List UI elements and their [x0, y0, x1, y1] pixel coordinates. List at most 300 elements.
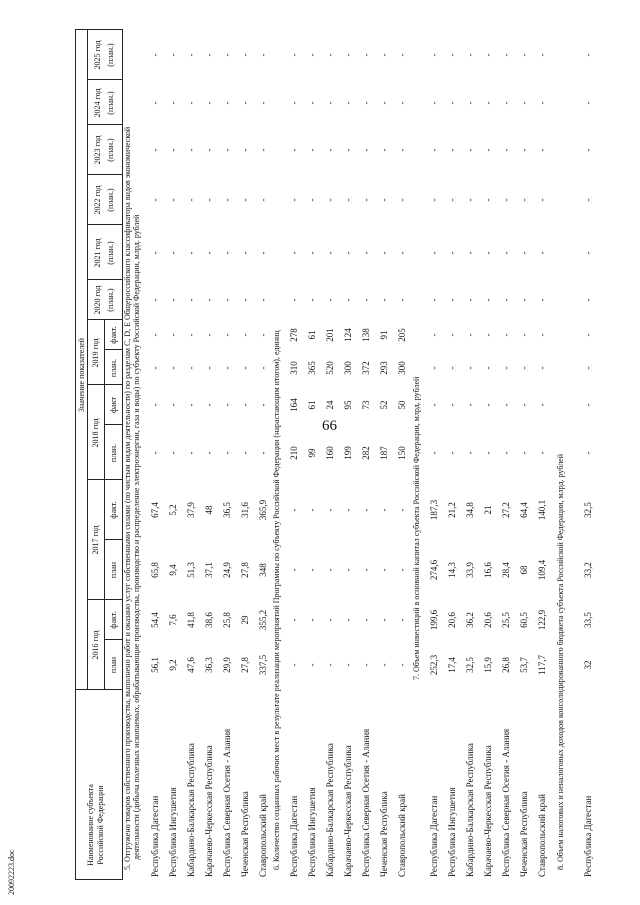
table-cell: - — [429, 198, 439, 202]
table-cell: - — [483, 403, 493, 407]
table-cell: - — [397, 101, 407, 105]
table-cell: - — [240, 451, 250, 455]
table-cell: 64,4 — [519, 502, 529, 518]
table-cell: - — [361, 251, 371, 255]
table-cell: - — [289, 148, 299, 152]
table-cell: - — [150, 403, 160, 407]
table-cell: - — [240, 251, 250, 255]
table-cell: - — [343, 618, 353, 622]
table-cell: - — [307, 198, 317, 202]
region-name: Кабардино-Балкарская Республика — [325, 743, 335, 877]
table-cell: 48 — [204, 505, 214, 515]
year-header: 2025 год — [93, 40, 102, 70]
region-name: Ставропольский край — [537, 794, 547, 877]
table-cell: - — [343, 148, 353, 152]
table-cell: 27,8 — [240, 562, 250, 578]
table-cell: - — [483, 53, 493, 57]
table-cell: - — [379, 251, 389, 255]
table-cell: 60,5 — [519, 612, 529, 628]
table-cell: - — [583, 148, 593, 152]
table-cell: - — [361, 101, 371, 105]
table-cell: - — [447, 298, 457, 302]
table-cell: - — [343, 568, 353, 572]
table-cell: - — [289, 618, 299, 622]
table-cell: - — [465, 333, 475, 337]
table-cell: 21 — [483, 505, 493, 515]
table-cell: - — [501, 53, 511, 57]
table-cell: - — [583, 101, 593, 105]
region-name: Республика Дагестан — [289, 795, 299, 877]
table-cell: 53,7 — [519, 657, 529, 673]
table-cell: - — [537, 53, 547, 57]
table-cell: - — [429, 148, 439, 152]
table-cell: 37,1 — [204, 562, 214, 578]
table-cell: 67,4 — [150, 502, 160, 518]
table-cell: - — [240, 101, 250, 105]
table-cell: - — [501, 451, 511, 455]
table-cell: - — [222, 403, 232, 407]
table-cell: 56,1 — [150, 657, 160, 673]
table-cell: - — [150, 53, 160, 57]
table-cell: - — [379, 298, 389, 302]
table-cell: - — [186, 101, 196, 105]
table-cell: 278 — [289, 328, 299, 342]
table-cell: 99 — [307, 448, 317, 458]
region-name: Карачаево-Черкесская Республика — [204, 745, 214, 877]
table-cell: - — [501, 148, 511, 152]
table-cell: - — [258, 198, 268, 202]
table-cell: 199 — [343, 446, 353, 460]
table-cell: - — [240, 366, 250, 370]
table-cell: 36,5 — [222, 502, 232, 518]
table-cell: 187,3 — [429, 499, 439, 521]
table-cell: 300 — [397, 361, 407, 375]
table-cell: - — [583, 53, 593, 57]
table-cell: - — [307, 53, 317, 57]
year-header: 2016 год — [91, 630, 100, 660]
table-cell: - — [361, 618, 371, 622]
table-cell: - — [465, 451, 475, 455]
table-cell: - — [379, 663, 389, 667]
plan-subheader: (план.) — [106, 241, 115, 265]
table-cell: - — [325, 618, 335, 622]
table-cell: - — [307, 508, 317, 512]
table-cell: - — [222, 251, 232, 255]
table-rule — [104, 539, 123, 540]
table-cell: - — [168, 251, 178, 255]
table-rule — [75, 29, 76, 880]
table-cell: 26,8 — [501, 657, 511, 673]
table-cell: - — [222, 198, 232, 202]
table-cell: 33,9 — [465, 562, 475, 578]
table-cell: - — [307, 251, 317, 255]
table-cell: 52 — [379, 400, 389, 410]
table-cell: 252,3 — [429, 654, 439, 676]
table-cell: - — [186, 53, 196, 57]
table-cell: - — [483, 148, 493, 152]
region-name: Республика Дагестан — [429, 795, 439, 877]
table-cell: - — [379, 101, 389, 105]
year-header: 2017 год — [91, 525, 100, 555]
plan-fact-subheader: план — [109, 561, 118, 579]
table-cell: - — [447, 451, 457, 455]
plan-subheader: (план.) — [106, 138, 115, 162]
table-cell: - — [583, 451, 593, 455]
region-name: Республика Ингушетия — [168, 787, 178, 877]
table-cell: - — [519, 198, 529, 202]
table-cell: - — [222, 333, 232, 337]
table-cell: 32 — [583, 660, 593, 670]
table-cell: - — [343, 53, 353, 57]
table-cell: - — [447, 251, 457, 255]
table-cell: - — [168, 148, 178, 152]
table-cell: - — [240, 298, 250, 302]
table-cell: 124 — [343, 328, 353, 342]
table-cell: - — [325, 251, 335, 255]
table-cell: - — [186, 148, 196, 152]
table-cell: 61 — [307, 330, 317, 340]
table-cell: - — [465, 366, 475, 370]
table-cell: - — [537, 451, 547, 455]
table-cell: - — [447, 366, 457, 370]
table-cell: - — [483, 366, 493, 370]
year-header: 2020 год — [93, 285, 102, 315]
table-cell: 7,6 — [168, 614, 178, 626]
year-header: 2023 год — [93, 135, 102, 165]
table-cell: - — [289, 663, 299, 667]
table-cell: 117,7 — [537, 655, 547, 675]
section-title: деятельности (добыча полезных ископаемых, обрабатывающие производства, производство и распределение электроэнергии, газа и воды) по субъекту Российской Федерации, млрд. рублей — [132, 214, 141, 860]
table-cell: - — [379, 53, 389, 57]
table-cell: - — [361, 148, 371, 152]
table-cell: - — [465, 148, 475, 152]
table-cell: - — [307, 618, 317, 622]
table-cell: - — [583, 198, 593, 202]
table-cell: 300 — [343, 361, 353, 375]
table-cell: - — [447, 333, 457, 337]
table-cell: - — [537, 298, 547, 302]
region-name: Республика Северная Осетия - Алания — [361, 728, 371, 877]
table-cell: 150 — [397, 446, 407, 460]
table-cell: - — [150, 198, 160, 202]
table-cell: 25,8 — [222, 612, 232, 628]
table-cell: - — [397, 508, 407, 512]
table-cell: - — [150, 333, 160, 337]
table-cell: - — [343, 508, 353, 512]
table-cell: 365 — [307, 361, 317, 375]
table-cell: 41,8 — [186, 612, 196, 628]
table-cell: - — [222, 366, 232, 370]
table-cell: - — [465, 53, 475, 57]
table-cell: - — [361, 198, 371, 202]
table-cell: 20,6 — [447, 612, 457, 628]
table-cell: - — [343, 251, 353, 255]
region-name: Чеченская Республика — [379, 791, 389, 877]
table-cell: 199,6 — [429, 609, 439, 631]
table-cell: - — [447, 198, 457, 202]
table-cell: - — [325, 508, 335, 512]
table-cell: - — [483, 333, 493, 337]
table-cell: - — [379, 568, 389, 572]
table-cell: - — [501, 198, 511, 202]
table-cell: - — [361, 508, 371, 512]
region-name: Республика Ингушетия — [307, 787, 317, 877]
table-cell: - — [240, 333, 250, 337]
table-cell: 9,4 — [168, 564, 178, 576]
table-cell: - — [240, 403, 250, 407]
table-cell: - — [240, 53, 250, 57]
table-cell: - — [258, 451, 268, 455]
table-cell: - — [501, 101, 511, 105]
table-cell: 201 — [325, 328, 335, 342]
table-cell: - — [258, 251, 268, 255]
table-cell: 25,5 — [501, 612, 511, 628]
table-cell: 33,2 — [583, 562, 593, 578]
table-cell: 164 — [289, 398, 299, 412]
table-cell: - — [307, 663, 317, 667]
table-cell: 9,2 — [168, 659, 178, 671]
table-cell: - — [519, 101, 529, 105]
table-cell: 187 — [379, 446, 389, 460]
table-cell: 205 — [397, 328, 407, 342]
plan-fact-subheader: факт — [109, 397, 118, 414]
table-cell: 51,3 — [186, 562, 196, 578]
table-cell: - — [240, 148, 250, 152]
table-cell: - — [429, 333, 439, 337]
table-cell: 355,2 — [258, 609, 268, 631]
table-cell: - — [258, 53, 268, 57]
table-cell: - — [204, 333, 214, 337]
table-cell: 32,5 — [583, 502, 593, 518]
table-cell: - — [379, 148, 389, 152]
table-cell: - — [501, 403, 511, 407]
table-cell: - — [325, 53, 335, 57]
table-cell: - — [204, 53, 214, 57]
table-cell: - — [150, 251, 160, 255]
table-cell: - — [204, 251, 214, 255]
plan-fact-subheader: факт. — [109, 326, 118, 344]
table-cell: - — [519, 298, 529, 302]
table-cell: 91 — [379, 330, 389, 340]
table-cell: - — [186, 333, 196, 337]
table-cell: - — [379, 508, 389, 512]
table-cell: 520 — [325, 361, 335, 375]
table-cell: 54,4 — [150, 612, 160, 628]
table-cell: - — [483, 198, 493, 202]
region-name: Чеченская Республика — [519, 791, 529, 877]
table-cell: 50 — [397, 400, 407, 410]
table-cell: 138 — [361, 328, 371, 342]
section-title: 8. Объем налоговых и неналоговых доходов консолидированного бюджета субъекта Российской Федерации, млрд. рублей — [556, 453, 565, 870]
table-cell: 14,3 — [447, 562, 457, 578]
table-cell: 29,9 — [222, 657, 232, 673]
table-cell: 68 — [519, 565, 529, 575]
section-title: 6. Количество созданных рабочих мест в результате реализации мероприятий Программы по субъекту Российской Федерации (нарастающим итогом), единиц — [272, 330, 281, 870]
plan-fact-subheader: план. — [109, 443, 118, 463]
table-cell: - — [222, 148, 232, 152]
values-header: Значение показателей — [77, 337, 86, 413]
table-cell: - — [397, 618, 407, 622]
table-cell: - — [204, 451, 214, 455]
table-cell: 95 — [343, 400, 353, 410]
table-cell: - — [397, 568, 407, 572]
table-cell: - — [429, 53, 439, 57]
table-cell: 15,9 — [483, 657, 493, 673]
table-cell: 17,4 — [447, 657, 457, 673]
table-cell: - — [325, 101, 335, 105]
plan-subheader: (план.) — [106, 91, 115, 115]
table-cell: - — [168, 366, 178, 370]
table-cell: 37,9 — [186, 502, 196, 518]
page-number: 66 — [322, 418, 337, 434]
plan-fact-subheader: факт. — [109, 501, 118, 519]
region-name: Кабардино-Балкарская Республика — [465, 743, 475, 877]
table-cell: - — [204, 101, 214, 105]
plan-subheader: (план.) — [106, 43, 115, 67]
table-cell: - — [168, 53, 178, 57]
table-cell: - — [258, 403, 268, 407]
table-cell: - — [222, 53, 232, 57]
table-cell: - — [429, 101, 439, 105]
table-cell: - — [379, 618, 389, 622]
table-cell: - — [583, 333, 593, 337]
table-cell: - — [325, 198, 335, 202]
table-cell: - — [429, 403, 439, 407]
table-cell: 34,8 — [465, 502, 475, 518]
table-cell: 24 — [325, 400, 335, 410]
table-cell: - — [325, 663, 335, 667]
table-cell: 109,4 — [537, 559, 547, 581]
table-cell: - — [258, 101, 268, 105]
table-cell: - — [465, 101, 475, 105]
plan-fact-subheader: план. — [109, 358, 118, 378]
table-cell: - — [537, 333, 547, 337]
table-cell: - — [186, 198, 196, 202]
table-cell: - — [204, 298, 214, 302]
table-cell: - — [519, 53, 529, 57]
table-cell: - — [307, 298, 317, 302]
table-cell: - — [289, 298, 299, 302]
table-cell: - — [537, 251, 547, 255]
table-cell: - — [204, 403, 214, 407]
table-cell: - — [204, 366, 214, 370]
table-cell: - — [168, 403, 178, 407]
table-cell: - — [429, 451, 439, 455]
table-cell: 21,2 — [447, 502, 457, 518]
year-header: 2021 год — [93, 238, 102, 268]
table-cell: 160 — [325, 446, 335, 460]
table-cell: 38,6 — [204, 612, 214, 628]
region-name: Кабардино-Балкарская Республика — [186, 743, 196, 877]
region-name: Ставропольский край — [397, 794, 407, 877]
table-cell: - — [583, 298, 593, 302]
table-cell: - — [519, 403, 529, 407]
name-column-header: Наименование субъекта — [86, 784, 95, 866]
table-cell: - — [307, 101, 317, 105]
table-cell: 210 — [289, 446, 299, 460]
table-cell: - — [325, 568, 335, 572]
table-cell: - — [204, 148, 214, 152]
table-cell: - — [258, 298, 268, 302]
table-cell: - — [483, 298, 493, 302]
table-cell: 29 — [240, 615, 250, 625]
table-cell: - — [168, 333, 178, 337]
table-cell: - — [429, 366, 439, 370]
table-cell: - — [379, 198, 389, 202]
table-cell: 36,2 — [465, 612, 475, 628]
year-header: 2024 год — [93, 88, 102, 118]
table-cell: - — [289, 568, 299, 572]
table-cell: - — [222, 451, 232, 455]
footer-filename: 20092223.doc — [7, 849, 16, 895]
table-cell: 310 — [289, 361, 299, 375]
table-cell: 348 — [258, 563, 268, 577]
table-cell: - — [204, 198, 214, 202]
region-name: Чеченская Республика — [240, 791, 250, 877]
table-cell: - — [361, 53, 371, 57]
table-cell: - — [258, 366, 268, 370]
table-cell: - — [289, 53, 299, 57]
table-cell: - — [186, 251, 196, 255]
table-cell: 65,8 — [150, 562, 160, 578]
table-cell: - — [361, 568, 371, 572]
table-cell: - — [258, 333, 268, 337]
table-cell: - — [537, 366, 547, 370]
table-cell: - — [501, 251, 511, 255]
table-cell: - — [168, 101, 178, 105]
table-cell: - — [150, 101, 160, 105]
table-cell: - — [307, 568, 317, 572]
table-cell: - — [168, 451, 178, 455]
table-cell: - — [501, 366, 511, 370]
table-cell: 27,8 — [240, 657, 250, 673]
table-cell: - — [519, 251, 529, 255]
table-cell: - — [307, 148, 317, 152]
table-cell: - — [465, 198, 475, 202]
table-cell: - — [186, 451, 196, 455]
table-cell: - — [465, 251, 475, 255]
table-cell: - — [465, 403, 475, 407]
table-cell: - — [150, 298, 160, 302]
table-cell: - — [361, 298, 371, 302]
table-cell: - — [447, 403, 457, 407]
table-cell: - — [186, 403, 196, 407]
table-cell: 365,9 — [258, 499, 268, 521]
region-name: Карачаево-Черкесская Республика — [343, 745, 353, 877]
table-cell: - — [289, 508, 299, 512]
table-cell: - — [583, 251, 593, 255]
table-cell: - — [519, 451, 529, 455]
table-cell: - — [483, 101, 493, 105]
table-cell: - — [537, 101, 547, 105]
region-name: Ставропольский край — [258, 794, 268, 877]
table-cell: - — [240, 198, 250, 202]
table-cell: 282 — [361, 446, 371, 460]
table-cell: - — [397, 251, 407, 255]
table-cell: - — [150, 366, 160, 370]
table-cell: - — [150, 451, 160, 455]
plan-subheader: (план.) — [106, 188, 115, 212]
table-cell: - — [343, 298, 353, 302]
table-cell: 5,2 — [168, 504, 178, 516]
table-cell: - — [429, 298, 439, 302]
region-name: Республика Северная Осетия - Алания — [222, 728, 232, 877]
table-cell: - — [222, 298, 232, 302]
table-cell: - — [186, 298, 196, 302]
table-cell: - — [483, 451, 493, 455]
table-cell: - — [325, 298, 335, 302]
region-name: Республика Ингушетия — [447, 787, 457, 877]
